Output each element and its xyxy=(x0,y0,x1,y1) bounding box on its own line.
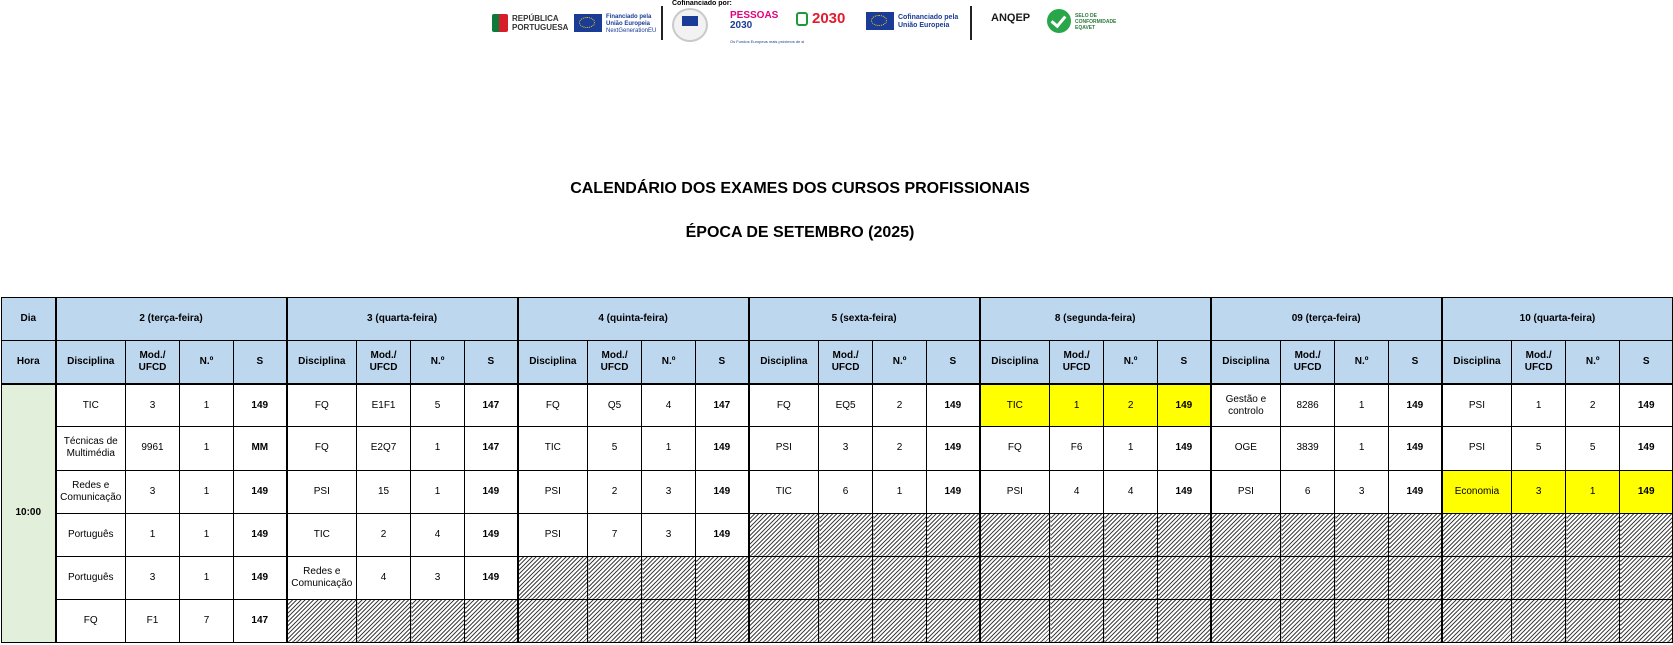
empty-hatched-cell xyxy=(1158,556,1211,599)
col-header-disciplina: Disciplina xyxy=(749,341,819,384)
empty-hatched-cell xyxy=(696,599,749,642)
cell-mod: 15 xyxy=(357,470,411,513)
col-header-num: N.º xyxy=(1335,341,1389,384)
empty-hatched-cell xyxy=(819,513,873,556)
cell-mod: 3 xyxy=(1512,470,1566,513)
cell-num: 7 xyxy=(180,599,234,642)
cell-disciplina: Técnicas de Multimédia xyxy=(56,427,126,470)
empty-hatched-cell xyxy=(1104,556,1158,599)
empty-hatched-cell xyxy=(1281,599,1335,642)
cell-s: 149 xyxy=(927,427,980,470)
empty-hatched-cell xyxy=(1442,599,1512,642)
cell-mod: 3839 xyxy=(1281,427,1335,470)
cell-mod: 1 xyxy=(1512,384,1566,427)
cell-mod: 2 xyxy=(357,513,411,556)
empty-hatched-cell xyxy=(1566,556,1620,599)
cell-disciplina: FQ xyxy=(518,384,588,427)
financiado-text-3: NextGenerationEU xyxy=(606,28,657,34)
cell-s: 149 xyxy=(465,556,518,599)
cell-disciplina: TIC xyxy=(56,384,126,427)
cell-num: 3 xyxy=(642,513,696,556)
pessoas-2030-logo xyxy=(730,10,805,44)
cell-disciplina: TIC xyxy=(980,384,1050,427)
cell-s: 149 xyxy=(1389,384,1442,427)
empty-hatched-cell xyxy=(1620,556,1673,599)
col-header-s: S xyxy=(696,341,749,384)
cell-disciplina: FQ xyxy=(287,384,357,427)
empty-hatched-cell xyxy=(642,599,696,642)
cell-mod: 5 xyxy=(1512,427,1566,470)
cell-disciplina: PSI xyxy=(1211,470,1281,513)
cell-s: 147 xyxy=(465,427,518,470)
eqavet-seal-icon xyxy=(1047,9,1071,33)
cell-s: 149 xyxy=(1620,470,1673,513)
cell-mod: 4 xyxy=(357,556,411,599)
hour-cell: 10:00 xyxy=(2,384,56,643)
day-header-row xyxy=(2,298,1673,341)
col-header-num: N.º xyxy=(1566,341,1620,384)
table-row xyxy=(2,513,1673,556)
day-label: 8 (segunda-feira) xyxy=(980,298,1211,341)
col-header-num: N.º xyxy=(180,341,234,384)
cell-mod: 5 xyxy=(588,427,642,470)
empty-hatched-cell xyxy=(287,599,357,642)
cell-disciplina: Economia xyxy=(1442,470,1512,513)
empty-hatched-cell xyxy=(1335,599,1389,642)
cell-num: 1 xyxy=(411,470,465,513)
cell-num: 1 xyxy=(180,470,234,513)
col-header-s: S xyxy=(927,341,980,384)
table-row xyxy=(2,556,1673,599)
empty-hatched-cell xyxy=(1389,513,1442,556)
cell-num: 4 xyxy=(1104,470,1158,513)
cell-disciplina: FQ xyxy=(56,599,126,642)
col-header-mod: Mod./ UFCD xyxy=(819,341,873,384)
cell-num: 1 xyxy=(180,427,234,470)
col-header-mod: Mod./ UFCD xyxy=(1281,341,1335,384)
cell-s: 149 xyxy=(234,556,287,599)
cell-s: 147 xyxy=(696,384,749,427)
cell-s: MM xyxy=(234,427,287,470)
col-header-num: N.º xyxy=(873,341,927,384)
cell-num: 2 xyxy=(1104,384,1158,427)
cell-mod: 7 xyxy=(588,513,642,556)
cell-disciplina: TIC xyxy=(287,513,357,556)
cell-s: 149 xyxy=(696,470,749,513)
cell-disciplina: Português xyxy=(56,513,126,556)
pessoas-text: PESSOAS xyxy=(730,10,779,21)
empty-hatched-cell xyxy=(1566,513,1620,556)
cell-mod: 4 xyxy=(1050,470,1104,513)
empty-hatched-cell xyxy=(749,599,819,642)
financiado-text-2: União Europeia xyxy=(606,21,651,27)
anqep-text: ANQEP xyxy=(991,12,1031,24)
cell-mod: E1F1 xyxy=(357,384,411,427)
empty-hatched-cell xyxy=(980,513,1050,556)
cell-disciplina: FQ xyxy=(287,427,357,470)
cell-s: 149 xyxy=(234,470,287,513)
cell-mod: 1 xyxy=(126,513,180,556)
col-header-s: S xyxy=(465,341,518,384)
empty-hatched-cell xyxy=(518,599,588,642)
cell-disciplina: Gestão e controlo xyxy=(1211,384,1281,427)
empty-hatched-cell xyxy=(1442,513,1512,556)
cell-num: 3 xyxy=(411,556,465,599)
empty-hatched-cell xyxy=(518,556,588,599)
portugal-2030-text: 2030 xyxy=(812,10,846,27)
logo-strip xyxy=(0,0,1600,46)
empty-hatched-cell xyxy=(980,599,1050,642)
empty-hatched-cell xyxy=(927,556,980,599)
empty-hatched-cell xyxy=(642,556,696,599)
empty-hatched-cell xyxy=(927,513,980,556)
cell-num: 5 xyxy=(1566,427,1620,470)
empty-hatched-cell xyxy=(873,599,927,642)
cell-mod: 6 xyxy=(819,470,873,513)
anqep-logo xyxy=(991,12,1030,24)
portugal-2030-logo xyxy=(800,10,845,27)
cell-mod: 3 xyxy=(819,427,873,470)
cell-disciplina: OGE xyxy=(1211,427,1281,470)
day-label: 5 (sexta-feira) xyxy=(749,298,980,341)
cell-num: 1 xyxy=(180,556,234,599)
day-label: 10 (quarta-feira) xyxy=(1442,298,1673,341)
cell-disciplina: FQ xyxy=(980,427,1050,470)
day-label: 09 (terça-feira) xyxy=(1211,298,1442,341)
cell-num: 2 xyxy=(873,384,927,427)
cell-num: 3 xyxy=(642,470,696,513)
empty-hatched-cell xyxy=(1050,513,1104,556)
cell-s: 149 xyxy=(1158,384,1211,427)
empty-hatched-cell xyxy=(1050,599,1104,642)
cell-s: 149 xyxy=(234,384,287,427)
cell-s: 149 xyxy=(696,427,749,470)
col-header-num: N.º xyxy=(411,341,465,384)
col-header-s: S xyxy=(234,341,287,384)
cell-mod: 8286 xyxy=(1281,384,1335,427)
cell-num: 1 xyxy=(411,427,465,470)
cell-num: 1 xyxy=(1566,470,1620,513)
empty-hatched-cell xyxy=(873,556,927,599)
cell-mod: E2Q7 xyxy=(357,427,411,470)
cell-num: 1 xyxy=(180,384,234,427)
cell-s: 149 xyxy=(465,470,518,513)
cell-num: 1 xyxy=(873,470,927,513)
cell-s: 149 xyxy=(1620,427,1673,470)
cell-disciplina: PSI xyxy=(518,513,588,556)
empty-hatched-cell xyxy=(873,513,927,556)
cell-mod: Q5 xyxy=(588,384,642,427)
empty-hatched-cell xyxy=(1158,599,1211,642)
day-label: 3 (quarta-feira) xyxy=(287,298,518,341)
cofinanciado-title: Cofinanciado por: xyxy=(672,0,732,7)
table-row xyxy=(2,599,1673,642)
col-header-s: S xyxy=(1158,341,1211,384)
cell-disciplina: PSI xyxy=(287,470,357,513)
logo-divider xyxy=(970,6,972,40)
empty-hatched-cell xyxy=(1211,599,1281,642)
cell-num: 2 xyxy=(1566,384,1620,427)
cell-mod: F1 xyxy=(126,599,180,642)
empty-hatched-cell xyxy=(819,556,873,599)
cofinanciado-ue-text-2: União Europeia xyxy=(898,22,950,29)
eu-flag-icon xyxy=(866,12,894,30)
cofinanciado-ue-text-1: Cofinanciado pela xyxy=(898,14,959,21)
cell-disciplina: PSI xyxy=(749,427,819,470)
empty-hatched-cell xyxy=(1281,513,1335,556)
compete-badge-icon xyxy=(672,8,708,42)
republica-text-2: PORTUGUESA xyxy=(512,23,569,32)
col-header-mod: Mod./ UFCD xyxy=(1050,341,1104,384)
page-title: CALENDÁRIO DOS EXAMES DOS CURSOS PROFISSIONAIS xyxy=(570,180,1030,197)
table-row xyxy=(2,470,1673,513)
cell-disciplina: Redes e Comunicação xyxy=(56,470,126,513)
cell-s: 149 xyxy=(1158,470,1211,513)
empty-hatched-cell xyxy=(411,599,465,642)
cell-num: 4 xyxy=(411,513,465,556)
cell-num: 1 xyxy=(180,513,234,556)
logo-divider xyxy=(661,6,663,40)
empty-hatched-cell xyxy=(1335,556,1389,599)
cell-num: 2 xyxy=(873,427,927,470)
cell-s: 147 xyxy=(234,599,287,642)
empty-hatched-cell xyxy=(1104,599,1158,642)
cell-disciplina: PSI xyxy=(1442,427,1512,470)
pessoas-year: 2030 xyxy=(730,20,753,31)
col-header-mod: Mod./ UFCD xyxy=(588,341,642,384)
cell-num: 1 xyxy=(1335,384,1389,427)
cell-disciplina: TIC xyxy=(518,427,588,470)
eu-flag-icon xyxy=(574,14,602,32)
cell-mod: 3 xyxy=(126,556,180,599)
cofinanciado-ue-logo xyxy=(866,12,959,32)
republica-portuguesa-logo xyxy=(492,12,572,36)
cell-num: 1 xyxy=(1335,427,1389,470)
cell-disciplina: TIC xyxy=(749,470,819,513)
table-row xyxy=(2,427,1673,470)
republica-text-1: REPÚBLICA xyxy=(512,14,559,23)
column-header-row xyxy=(2,341,1673,384)
empty-hatched-cell xyxy=(1335,513,1389,556)
cell-mod: 9961 xyxy=(126,427,180,470)
exam-calendar-table xyxy=(1,297,1673,643)
empty-hatched-cell xyxy=(588,599,642,642)
portugal-flag-icon xyxy=(492,14,508,32)
col-header-disciplina: Disciplina xyxy=(287,341,357,384)
empty-hatched-cell xyxy=(1620,599,1673,642)
selo-text-2: CONFORMIDADE xyxy=(1075,19,1117,25)
empty-hatched-cell xyxy=(1158,513,1211,556)
empty-hatched-cell xyxy=(1281,556,1335,599)
cell-mod: 3 xyxy=(126,470,180,513)
page-subtitle: ÉPOCA DE SETEMBRO (2025) xyxy=(685,224,915,241)
cell-mod: F6 xyxy=(1050,427,1104,470)
cell-disciplina: Português xyxy=(56,556,126,599)
empty-hatched-cell xyxy=(1050,556,1104,599)
col-header-disciplina: Disciplina xyxy=(518,341,588,384)
col-header-disciplina: Disciplina xyxy=(1211,341,1281,384)
empty-hatched-cell xyxy=(749,513,819,556)
col-header-disciplina: Disciplina xyxy=(980,341,1050,384)
col-header-disciplina: Disciplina xyxy=(56,341,126,384)
day-label: 2 (terça-feira) xyxy=(56,298,287,341)
empty-hatched-cell xyxy=(357,599,411,642)
cell-s: 149 xyxy=(1389,427,1442,470)
cell-s: 147 xyxy=(465,384,518,427)
hora-label: Hora xyxy=(2,341,56,384)
cell-s: 149 xyxy=(927,384,980,427)
cell-s: 149 xyxy=(1389,470,1442,513)
empty-hatched-cell xyxy=(1211,556,1281,599)
cell-num: 5 xyxy=(411,384,465,427)
cell-disciplina: PSI xyxy=(518,470,588,513)
col-header-num: N.º xyxy=(1104,341,1158,384)
empty-hatched-cell xyxy=(1512,599,1566,642)
selo-text-1: SELO DE xyxy=(1075,13,1097,19)
cell-num: 1 xyxy=(642,427,696,470)
cell-mod: 6 xyxy=(1281,470,1335,513)
eqavet-seal-text xyxy=(1075,13,1116,31)
cell-s: 149 xyxy=(927,470,980,513)
cell-mod: 2 xyxy=(588,470,642,513)
empty-hatched-cell xyxy=(1620,513,1673,556)
cell-s: 149 xyxy=(234,513,287,556)
dia-label: Dia xyxy=(2,298,56,341)
col-header-disciplina: Disciplina xyxy=(1442,341,1512,384)
cell-num: 1 xyxy=(1104,427,1158,470)
cell-disciplina: Redes e Comunicação xyxy=(287,556,357,599)
cell-mod: 1 xyxy=(1050,384,1104,427)
empty-hatched-cell xyxy=(1389,599,1442,642)
table-row xyxy=(2,384,1673,427)
pessoas-subtitle: Os Fundos Europeus mais próximos de si xyxy=(730,39,805,44)
col-header-s: S xyxy=(1389,341,1442,384)
empty-hatched-cell xyxy=(927,599,980,642)
cell-num: 3 xyxy=(1335,470,1389,513)
cell-num: 4 xyxy=(642,384,696,427)
cell-disciplina: FQ xyxy=(749,384,819,427)
financiado-ue-logo xyxy=(574,14,664,36)
portugal-2030-mark-icon xyxy=(796,12,808,26)
selo-text-3: EQAVET xyxy=(1075,25,1096,31)
col-header-mod: Mod./ UFCD xyxy=(1512,341,1566,384)
cell-disciplina: PSI xyxy=(1442,384,1512,427)
col-header-num: N.º xyxy=(642,341,696,384)
cell-disciplina: PSI xyxy=(980,470,1050,513)
empty-hatched-cell xyxy=(1512,513,1566,556)
empty-hatched-cell xyxy=(819,599,873,642)
empty-hatched-cell xyxy=(749,556,819,599)
col-header-s: S xyxy=(1620,341,1673,384)
empty-hatched-cell xyxy=(1211,513,1281,556)
empty-hatched-cell xyxy=(980,556,1050,599)
empty-hatched-cell xyxy=(1566,599,1620,642)
col-header-mod: Mod./ UFCD xyxy=(357,341,411,384)
empty-hatched-cell xyxy=(1442,556,1512,599)
cell-s: 149 xyxy=(465,513,518,556)
col-header-mod: Mod./ UFCD xyxy=(126,341,180,384)
cell-s: 149 xyxy=(1158,427,1211,470)
financiado-text-1: Financiado pela xyxy=(606,14,652,20)
empty-hatched-cell xyxy=(465,599,518,642)
empty-hatched-cell xyxy=(1512,556,1566,599)
cell-mod: 3 xyxy=(126,384,180,427)
empty-hatched-cell xyxy=(1104,513,1158,556)
cell-s: 149 xyxy=(696,513,749,556)
empty-hatched-cell xyxy=(588,556,642,599)
empty-hatched-cell xyxy=(696,556,749,599)
cell-mod: EQ5 xyxy=(819,384,873,427)
day-label: 4 (quinta-feira) xyxy=(518,298,749,341)
cell-s: 149 xyxy=(1620,384,1673,427)
empty-hatched-cell xyxy=(1389,556,1442,599)
